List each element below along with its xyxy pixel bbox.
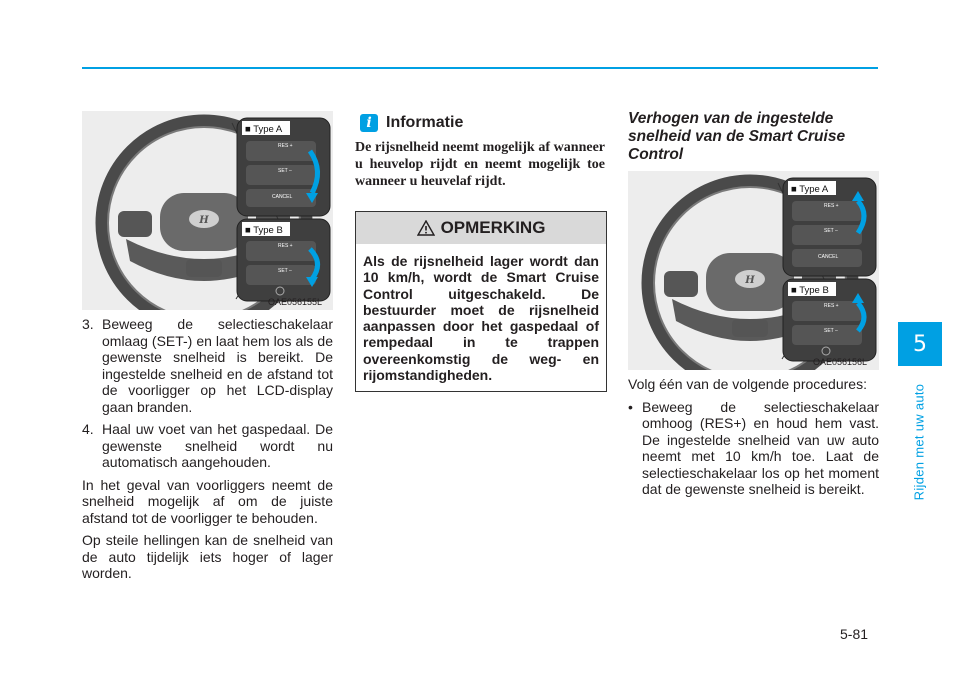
step-4-number: 4.: [82, 421, 94, 437]
header-rule: [82, 67, 878, 69]
steering-wheel-illustration: [82, 111, 333, 310]
type-a-label-2: ■ Type A: [791, 184, 829, 195]
warning-triangle-icon: [417, 220, 435, 236]
paragraph-hellingen: Op steile hellingen kan de snelheid van de auto tijdelijk iets hoger of lager worden.: [82, 532, 333, 581]
type-a-label: ■ Type A: [245, 124, 283, 135]
page-number: 5-81: [840, 626, 869, 642]
paragraph-voorliggers: In het geval van voorliggers neemt de snelheid mogelijk af om de juiste afstand tot de voorligger te behouden.: [82, 476, 333, 526]
procedure-bullet: [628, 399, 879, 498]
notice-header: [356, 212, 606, 244]
type-b-label-2: ■ Type B: [791, 285, 829, 296]
step-4-text: Haal uw voet van het gaspedaal. De gewenste snelheid wordt nu automatisch aangehouden.: [102, 421, 333, 470]
right-column: [628, 376, 879, 498]
chapter-title-vertical: [904, 372, 934, 512]
left-column: [82, 316, 333, 588]
res-label-b: RES +: [278, 243, 293, 249]
figure-1-code: OAE056155L: [268, 297, 323, 307]
res-label: RES +: [278, 143, 293, 149]
type-b-label: ■ Type B: [245, 225, 283, 236]
res-label-2: RES +: [824, 203, 839, 209]
chapter-number-tab: 5: [898, 322, 942, 366]
res-label-2b: RES +: [824, 303, 839, 309]
bullet-mark: •: [628, 398, 633, 415]
step-3-number: 3.: [82, 316, 94, 332]
info-heading: [360, 114, 463, 132]
procedure-intro: Volg één van de volgende procedures:: [628, 376, 867, 392]
info-icon: i: [360, 114, 378, 132]
figure-2-code: OAE056156L: [813, 357, 868, 367]
step-3: [82, 316, 333, 415]
info-title: Informatie: [386, 114, 464, 131]
set-label-2b: SET –: [824, 328, 838, 334]
step-3-text: Beweeg de selectieschakelaar omlaag (SET-) en laat hem los als de gewenste snelheid is bereikt. De ingestelde snelheid en de afstand tot de voorligger op het LCD-display gaan branden.: [102, 316, 333, 415]
steering-wheel-illustration-2: [628, 171, 879, 370]
chapter-title: Rijden met uw auto: [911, 383, 927, 501]
steering-wheel-figure-1: [82, 111, 333, 310]
info-text: De rijsnelheid neemt mogelijk af wanneer u heuvelop rijdt en neemt mogelijk toe wanneer u heuvelaf rijdt.: [355, 140, 605, 189]
set-label-2: SET –: [824, 228, 838, 234]
section-heading: Verhogen van de ingestelde snelheid van de Smart Cruise Control: [628, 110, 846, 163]
step-4: [82, 421, 333, 471]
cancel-label: CANCEL: [272, 194, 293, 200]
svg-text:H: H: [199, 215, 209, 226]
set-label: SET –: [278, 168, 292, 174]
set-label-b: SET –: [278, 268, 292, 274]
cancel-label-2: CANCEL: [818, 254, 839, 260]
svg-text:H: H: [745, 275, 755, 286]
bullet-text: Beweeg de selectieschakelaar omhoog (RES+) en houd hem vast. De ingestelde snelheid van uw auto neemt met 10 km/h toe. Laat de selectieschakelaar los op het moment dat de gewenste snelheid is bereikt.: [642, 398, 879, 497]
notice-text: Als de rijsnelheid lager wordt dan 10 km/h, wordt de Smart Cruise Control uitgeschakeld. De bestuurder moet de rijsnelheid aanpassen door het gaspedaal of rempedaal in te trappen overeenkomstig de weg- en rijomstandigheden.: [363, 253, 599, 384]
notice-title: OPMERKING: [440, 218, 546, 237]
steering-wheel-figure-2: [628, 171, 879, 370]
notice-box: [355, 211, 607, 392]
